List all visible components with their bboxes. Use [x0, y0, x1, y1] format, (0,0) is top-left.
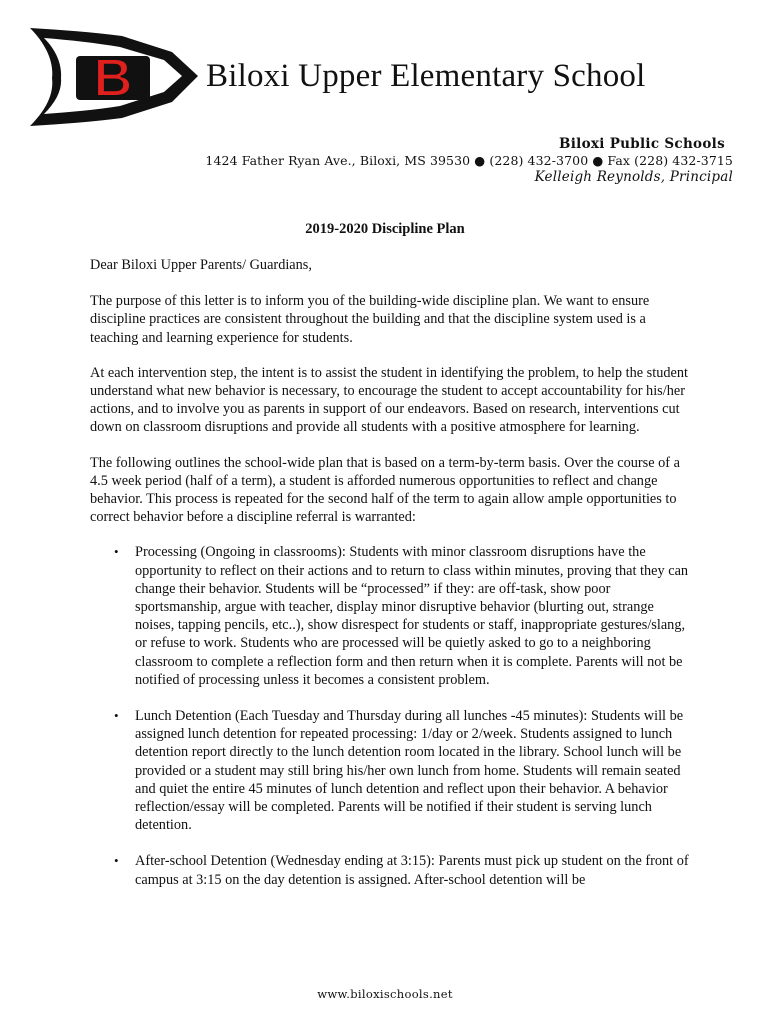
letter-body: [90, 256, 690, 907]
greeting: Dear Biloxi Upper Parents/ Guardians,: [90, 257, 312, 273]
bullet-icon: •: [114, 853, 119, 869]
logo-letter: B: [93, 48, 133, 108]
logo-letter-b: [76, 48, 150, 108]
bullet-icon: •: [114, 544, 119, 560]
school-logo-arrowhead: [22, 22, 200, 130]
district-name: Biloxi Public Schools: [559, 136, 725, 152]
paragraph: The purpose of this letter is to inform you of the building-wide discipline plan. We want to ensure discipline practices are consistent throughout the building and that the discipline system used is a teaching and learning experience for students.: [90, 293, 650, 346]
bullet-icon: •: [114, 708, 119, 724]
discipline-steps-list: [90, 543, 690, 888]
list-item-text: Lunch Detention (Each Tuesday and Thursday during all lunches -45 minutes): Students will be assigned lunch detention for repeated processing: 1/day or 2/week. Students assigned to lunch detention report directly to the lunch detention room located in the library. School lunch will be provided or a student may still bring his/her own lunch from home. Students will remain seated and quiet the entire 45 minutes of lunch detention and reflect upon their behavior. A behavior reflection/essay will be completed. Parents will be notified if their student is serving lunch detention.: [135, 708, 684, 834]
principal-name: Kelleigh Reynolds, Principal: [534, 169, 733, 185]
document-title: 2019-2020 Discipline Plan: [305, 221, 465, 237]
school-name: Biloxi Upper Elementary School: [206, 58, 646, 94]
list-item-text: Processing (Ongoing in classrooms): Students with minor classroom disruptions have the opportunity to reflect on their actions and to return to class within minutes, proving that they can change their behavior. Students will be “processed” if they: are off-task, show poor sportsmanship, argue with teacher, display minor disruptive behavior (blurting out, strange noises, tapping pencils, etc..), show disrespect for students or staff, inappropriate gestures/slang, or refuse to work. Students who are processed will be quietly asked to go to a neighboring classroom to complete a reflection form and then return when it is complete. Parents will not be notified of processing unless it becomes a consistent problem.: [135, 544, 689, 688]
list-item-text: After-school Detention (Wednesday ending at 3:15): Parents must pick up student on the front of campus at 3:15 on the day detention is assigned. After-school detention will be: [135, 853, 689, 888]
paragraph: At each intervention step, the intent is to assist the student in identifying the problem, to help the student understand what new behavior is necessary, to encourage the student to accept accountability for his/her actions, and to involve you as parents in support of our endeavors. Based on research, interventions cut down on classroom disruptions and provide all students with a positive atmosphere for learning.: [90, 364, 688, 436]
list-item: [90, 543, 690, 689]
footer-website: www.biloxischools.net: [317, 987, 453, 1001]
list-item: [90, 707, 690, 834]
school-address: 1424 Father Ryan Ave., Biloxi, MS 39530 ● (228) 432-3700 ● Fax (228) 432-3715: [205, 153, 733, 168]
paragraph: The following outlines the school-wide plan that is based on a term-by-term basis. Over the course of a 4.5 week period (half of a term), a student is afforded numerous opportunities to reflect and change behavior. This process is repeated for the second half of the term to again allow ample opportunities to correct behavior before a discipline referral is warranted:: [90, 454, 680, 526]
list-item: [90, 852, 690, 888]
